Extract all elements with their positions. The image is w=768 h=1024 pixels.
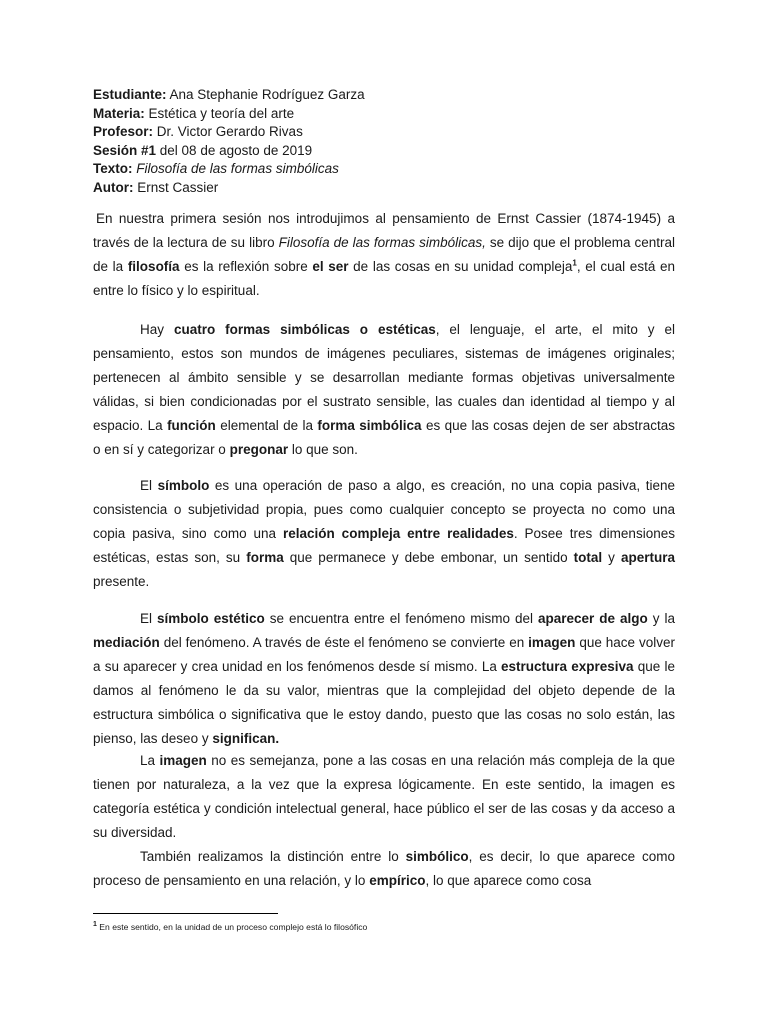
paragraph-symbolic-forms: Hay cuatro formas simbólicas o estéticas, el lenguaje, el arte, el mito y el pensamiento, estos son mundos de imágenes peculiares, sistemas de imágenes originales; pertenecen al ámbito sensible y se desarrollan mediante formas objetivas universalmente válidas, si bien condicionadas por el sustrato sensible, las cuales dan identidad al tiempo y al espacio. La función elemental de la forma simbólica es que las cosas dejen de ser abstractas o en sí y categorizar o pregonar lo que son. [93, 322, 676, 457]
paragraph-aesthetic-symbol: El símbolo estético se encuentra entre el fenómeno mismo del aparecer de algo y la mediación del fenómeno. A través de éste el fenómeno se convierte en imagen que hace volver a su aparecer y crea unidad en los fenómenos desde sí mismo. La estructura expresiva que le damos al fenómeno le da su valor, mientras que la complejidad del objeto depende de la estructura simbólica o significativa que le estoy dando, puesto que las cosas no solo están, las pienso, las deseo y significan. [93, 611, 675, 746]
session-line: Sesión #1 del 08 de agosto de 2019 [93, 142, 313, 158]
student-line: Estudiante: Ana Stephanie Rodríguez Garza [93, 87, 365, 102]
paragraph-distinction: También realizamos la distinción entre lo simbólico, es decir, lo que aparece como proceso de pensamiento en una relación, y lo empírico, lo que aparece como cosa [93, 849, 675, 888]
footnote-marker: 1 [93, 921, 97, 929]
document-header [93, 86, 653, 197]
author-line: Autor: Ernst Cassier [93, 179, 219, 195]
professor-line: Profesor: Dr. Victor Gerardo Rivas [93, 124, 303, 139]
footnote-text: En este sentido, en la unidad de un proceso complejo está lo filosófico [96, 922, 368, 932]
footnote-separator [93, 913, 278, 914]
paragraph-symbol: El símbolo es una operación de paso a algo, es creación, no una copia pasiva, tiene consistencia o subjetividad propia, pues como cualquier concepto se proyecta no como una copia pasiva, sino como una relación compleja entre realidades. Posee tres dimensiones estéticas, estas son, su forma que permanece y debe embonar, un sentido total y apertura presente. [93, 478, 675, 589]
paragraph-image: La imagen no es semejanza, pone a las cosas en una relación más compleja de la que tienen por naturaleza, a la vez que la expresa lógicamente. En este sentido, la imagen es categoría estética y condición intelectual general, hace público el ser de las cosas y da acceso a su diversidad. [93, 753, 675, 840]
text-line: Texto: Filosofía de las formas simbólicas [93, 161, 339, 176]
footnote [93, 921, 675, 933]
paragraph-intro: En nuestra primera sesión nos introdujimos al pensamiento de Ernst Cassier (1874-1945) a través de la lectura de su libro Filosofía de las formas simbólicas, se dijo que el problema central de la filosofía es la reflexión sobre el ser de las cosas en su unidad compleja$^1$, el cual está en entre lo físico y lo espiritual. [93, 211, 675, 298]
footnote-reference[interactable]: 1 [572, 258, 577, 268]
subject-line: Materia: Estética y teoría del arte [93, 105, 295, 121]
